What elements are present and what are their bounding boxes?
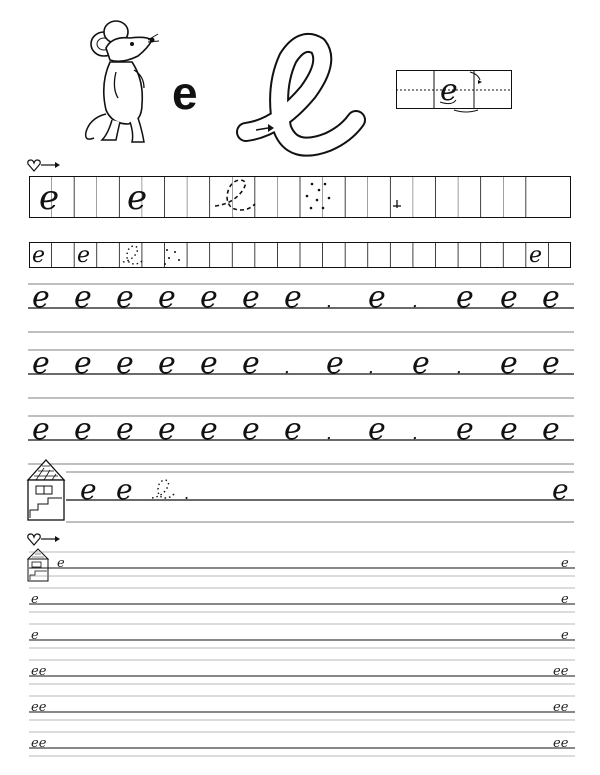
practice-dot: . [412, 423, 418, 444]
practice-letter: e [542, 280, 560, 315]
practice-letter: e [116, 412, 134, 447]
row-end-letter: ee [553, 736, 569, 751]
practice-letter: e [32, 280, 50, 315]
svg-text:e: e [116, 473, 133, 506]
svg-text:e: e [77, 243, 91, 268]
large-box-row [29, 176, 571, 218]
row-end-letter: ee [553, 664, 569, 679]
house-icon [26, 458, 66, 526]
practice-letter: e [158, 412, 176, 447]
outlined-cursive-letter [238, 32, 368, 162]
practice-dot: . [326, 423, 332, 444]
row-end-letter: e [561, 592, 569, 607]
mouse-illustration [82, 14, 160, 154]
practice-letter: e [158, 346, 176, 381]
practice-letter: e [242, 280, 260, 315]
practice-letter: e [158, 280, 176, 315]
practice-letter: e [116, 346, 134, 381]
small-ruled-rows [29, 548, 575, 770]
practice-dot: . [368, 357, 374, 378]
practice-dot: . [326, 291, 332, 312]
svg-text:.: . [184, 484, 190, 503]
practice-letter: e [200, 412, 218, 447]
row-end-letter: e [561, 556, 569, 571]
practice-letter: e [368, 412, 386, 447]
row-start-letter: ee [31, 736, 47, 751]
practice-letter: e [284, 280, 302, 315]
svg-text:e: e [39, 178, 60, 218]
row-start-letter: e [57, 556, 65, 571]
practice-letter: e [32, 346, 50, 381]
svg-text:e: e [32, 243, 46, 268]
practice-letter: e [242, 412, 260, 447]
row-start-letter: ee [31, 700, 47, 715]
practice-letter: e [116, 280, 134, 315]
practice-dot: . [456, 357, 462, 378]
svg-text:e: e [80, 473, 97, 506]
practice-letter: e [74, 412, 92, 447]
practice-letter: e [456, 280, 474, 315]
practice-letter: e [500, 346, 518, 381]
small-box-row [29, 242, 571, 268]
print-letter: e [172, 67, 198, 119]
practice-dot: . [412, 291, 418, 312]
practice-letter: e [242, 346, 260, 381]
cursive-practice-row-2 [28, 346, 574, 402]
practice-letter: e [500, 280, 518, 315]
practice-letter: e [200, 346, 218, 381]
practice-letter: e [326, 346, 344, 381]
practice-letter: e [368, 280, 386, 315]
practice-letter: e [412, 346, 430, 381]
practice-letter: e [284, 412, 302, 447]
row-start-letter: ee [31, 664, 47, 679]
cursive-practice-row-1 [28, 280, 574, 336]
practice-letter: e [500, 412, 518, 447]
row-start-letter: e [31, 592, 39, 607]
letter-stroke-guide-box [396, 70, 512, 110]
practice-letter: e [200, 280, 218, 315]
cursive-practice-row-3 [28, 412, 574, 468]
row-end-letter: ee [553, 700, 569, 715]
practice-letter: e [32, 412, 50, 447]
row-start-letter: e [31, 628, 39, 643]
practice-letter: e [74, 280, 92, 315]
practice-letter: e [456, 412, 474, 447]
practice-letter: e [542, 412, 560, 447]
svg-text:e: e [440, 73, 458, 108]
svg-text:e: e [529, 243, 543, 268]
heart-arrow-icon [27, 158, 61, 177]
practice-letter: e [74, 346, 92, 381]
svg-text:e: e [127, 178, 148, 218]
row-end-letter: e [561, 628, 569, 643]
house-practice-row [66, 470, 574, 526]
svg-text:e: e [552, 473, 569, 506]
practice-dot: . [284, 357, 290, 378]
practice-letter: e [542, 346, 560, 381]
